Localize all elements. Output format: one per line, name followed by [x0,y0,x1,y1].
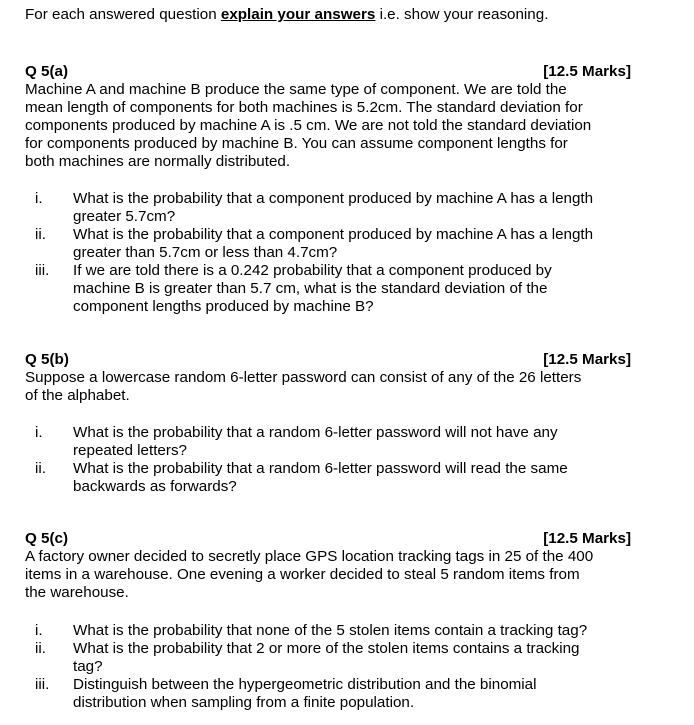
subpart-line: What is the probability that a random 6-letter password will not have any [73,424,558,441]
instructions-lead: For each answered question [25,6,221,23]
question-5b-subparts [25,424,631,496]
question-header [25,351,631,369]
body-line: Machine A and machine B produce the same type of component. We are told the [25,81,567,98]
question-body [25,369,631,405]
instructions-tail: i.e. show your reasoning. [375,6,549,23]
subpart-number: ii. [35,226,46,243]
subpart-line: If we are told there is a 0.242 probability that a component produced by [73,262,552,279]
body-line: the warehouse. [25,584,129,601]
subpart-line: What is the probability that a component produced by machine A has a length [73,226,594,243]
subpart-line: What is the probability that 2 or more of the stolen items contains a tracking [73,640,580,657]
instructions [25,6,548,24]
subpart-text [73,622,631,640]
body-line: A factory owner decided to secretly place GPS location tracking tags in 25 of the 400 [25,548,594,565]
question-5c-subparts [25,622,631,712]
subpart-text [73,190,631,226]
subpart-line: distribution when sampling from a finite population. [73,694,415,711]
subpart-item [25,460,631,496]
subpart-line: greater than 5.7cm or less than 4.7cm? [73,244,338,261]
subpart-text [73,226,631,262]
subpart-item [25,622,631,640]
question-body [25,548,631,602]
subpart-item [25,226,631,262]
subpart-line: What is the probability that a component produced by machine A has a length [73,190,594,207]
subpart-line: backwards as forwards? [73,478,237,495]
subpart-text [73,640,631,676]
body-line: both machines are normally distributed. [25,153,291,170]
subpart-line: Distinguish between the hypergeometric distribution and the binomial [73,676,537,693]
question-5a [25,63,631,171]
subpart-line: component lengths produced by machine B? [73,298,374,315]
subpart-number: ii. [35,640,46,657]
question-5b [25,351,631,405]
subpart-number: iii. [35,262,50,279]
subpart-item [25,676,631,712]
subpart-text [73,460,631,496]
question-body [25,81,631,171]
subpart-line: tag? [73,658,103,675]
subpart-item [25,640,631,676]
subpart-text [73,424,631,460]
subpart-item [25,262,631,316]
subpart-line: What is the probability that a random 6-letter password will read the same [73,460,568,477]
subpart-number: ii. [35,460,46,477]
body-line: mean length of components for both machines is 5.2cm. The standard deviation for [25,99,583,116]
subpart-number: i. [35,622,43,639]
question-5a-subparts [25,190,631,316]
subpart-line: greater 5.7cm? [73,208,176,225]
question-marks: [12.5 Marks] [543,63,631,80]
question-label: Q 5(c) [25,530,69,547]
question-5c [25,530,631,602]
question-header [25,530,631,548]
body-line: Suppose a lowercase random 6-letter password can consist of any of the 26 letters [25,369,582,386]
question-label: Q 5(b) [25,351,69,368]
subpart-line: repeated letters? [73,442,187,459]
subpart-line: What is the probability that none of the 5 stolen items contain a tracking tag? [73,622,588,639]
body-line: components produced by machine A is .5 cm. We are not told the standard deviation [25,117,592,134]
subpart-item [25,190,631,226]
instructions-emphasis: explain your answers [220,6,376,23]
subpart-line: machine B is greater than 5.7 cm, what is the standard deviation of the [73,280,548,297]
subpart-text [73,262,631,316]
question-marks: [12.5 Marks] [543,351,631,368]
body-line: for components produced by machine B. You can assume component lengths for [25,135,568,152]
question-marks: [12.5 Marks] [543,530,631,547]
question-header [25,63,631,81]
question-label: Q 5(a) [25,63,69,80]
body-line: items in a warehouse. One evening a worker decided to steal 5 random items from [25,566,580,583]
subpart-text [73,676,631,712]
subpart-number: i. [35,424,43,441]
subpart-number: iii. [35,676,50,693]
subpart-number: i. [35,190,43,207]
subpart-item [25,424,631,460]
body-line: of the alphabet. [25,387,130,404]
